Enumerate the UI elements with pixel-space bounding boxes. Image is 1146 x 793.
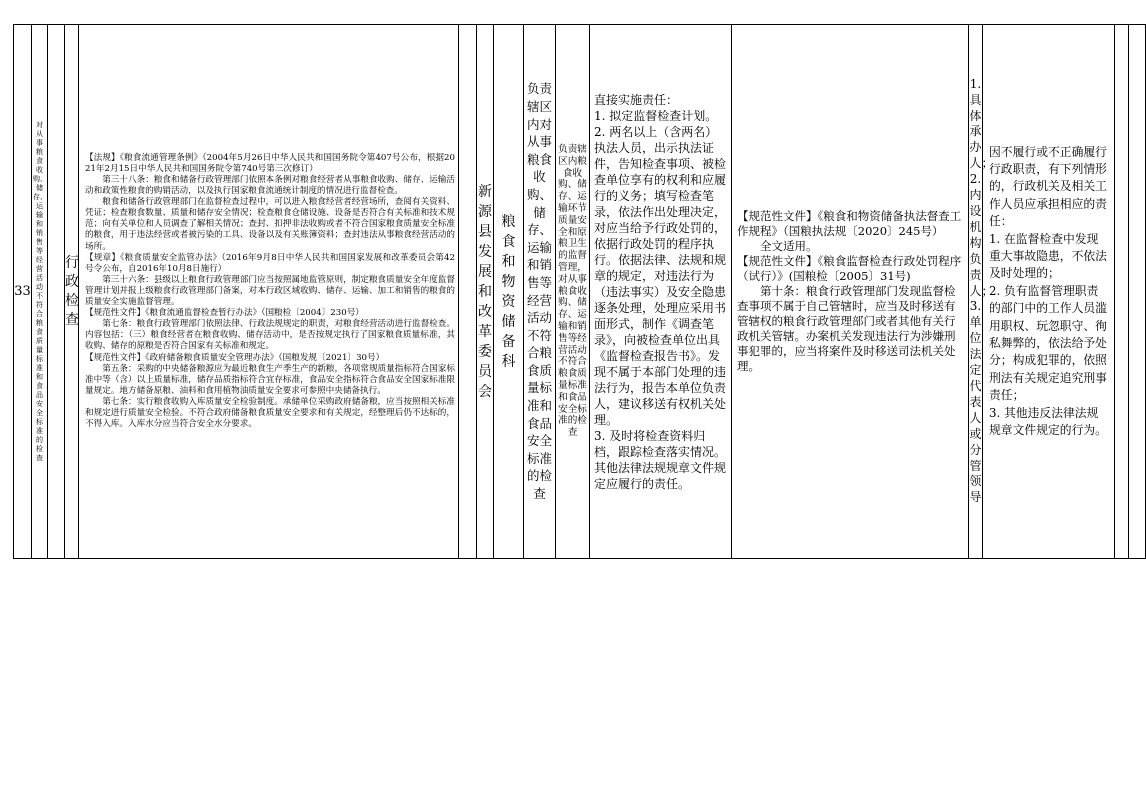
responsibility-cell [590,25,732,559]
inner-content: 负责辖区内对从事粮食收购、储存、运输和销售等经营活动不符合粮食质量标准和食品安全标准的检查 [526,81,552,502]
accountability-item: 因不履行或不正确履行行政职责，有下列情形的，行政机关及相关工作人员应承担相应的责任： [989,144,1107,229]
responsible-office: 粮食和物资储备科 [501,213,516,370]
responsibility-items [590,92,731,492]
accountability-item: 2. 负有监督管理职责的部门中的工作人员滥用职权、玩忽职守、徇私舞弊的，依法给予处分；构成犯罪的，依照刑法有关规定追究刑事责任； [989,283,1107,403]
basis-paragraph: 【规范性文件】《粮食流通监督检查暂行办法》（国粮检〔2004〕230号） [85,308,364,319]
category-cell [65,25,79,559]
row-number-cell [14,25,32,559]
accountability-item: 3. 其他违反法律法规规章文件规定的行为。 [989,405,1107,438]
legal-basis [79,153,458,430]
basis-paragraph: 第三十六条：县级以上粮食行政管理部门应当按照属地监管原则，制定粮食质量安全年度监督管理计划并报上级粮食行政管理部门备案，对本行政区域收购、储存、运输、加工和销售的粮食的质量安全实施监督管理。 [85,274,455,308]
basis-paragraph: 第七条：粮食行政管理部门依照法律、行政法规规定的职责，对粮食经营活动进行监督检查。内容包括：（三）粮食经营者在粮食收购、储存活动中，是否按规定执行了国家粮食质量标准，其收购、储存的原粮是否符合国家有关标准和规定。 [85,319,455,352]
row-number: 33 [14,283,31,299]
accountability-subject-cell [969,25,994,559]
empty-cell [459,25,477,559]
remarks-cell [1115,25,1129,559]
basis-paragraph: 【规范性文件】《政府储备粮食质量安全管理办法》（国粮发规〔2021〕30号） [85,352,385,363]
responsibility-basis-paragraph: 【规范性文件】《粮食监督检查行政处罚程序（试行）》(国粮检〔2005〕31号) [737,254,962,283]
responsibility-item: 1. 拟定监督检查计划。 [594,108,718,123]
accountability-items [983,144,1114,440]
table-row [14,25,1146,559]
basis-paragraph: 【规章】《粮食质量安全监管办法》（2016年9月8日中华人民共和国国家发展和改革委员会第42号令公布，自2016年10月8日施行） [85,252,455,274]
responsibility-basis [732,209,968,374]
basis-paragraph: 【法规】《粮食流通管理条例》（2004年5月26日中华人民共和国国务院令第407号公布，根据2021年2月15日中华人民共和国国务院令第740号第三次修订） [85,152,455,174]
responsibility-item: 2. 两名以上（含两名）执法人员，出示执法证件，告知检查事项、被检查单位享有的权利和应履行的义务；填写检查笔录，依法作出处理决定，对应当给予行政处罚的，依据行政处罚的程序执行。依据法律、法规和规章的规定，对违法行为（违法事实）及安全隐患逐条处理，处理应采用书面形式，制作《调查笔录》，向被检查单位出具《监督检查报告书》。发现不属于本部门处理的违法行为，报告本单位负责人，建议移送有权机关处理。 [594,124,727,427]
empty-cell [48,25,65,559]
empty-cell [1129,25,1146,559]
power-list-table [13,24,1146,559]
inner-content-small-cell [556,25,590,559]
basis-paragraph: 第三十八条：粮食和储备行政管理部门依照本条例对粮食经营者从事粮食收购、储存、运输活动和政策性粮食的购销活动，以及执行国家粮食流通统计制度的情况进行监督检查。 [85,175,455,197]
accountability-subject: 1.具体承办人；2.内设机构负责人；3.单位法定代表人或分管领导 [969,76,994,505]
basis-paragraph: 第五条：采购的中央储备粮源应为最近粮食生产季生产的新粮，各项常规质量指标符合国家标准中等（含）以上质量标准，储存品质指标符合宜存标准，食品安全指标符合食品安全国家标准限量规定。地方储备原粮、油料和食用植物油质量安全要求可参照中央储备执行。 [85,363,455,396]
responsibility-item: 直接实施责任： [594,92,679,107]
responsibility-basis-paragraph: 【规范性文件】《粮食和物资储备执法督查工作规程》（国粮执法规〔2020〕245号） [737,209,962,238]
responsibility-basis-paragraph: 第十条：粮食行政管理部门发现监督检查事项不属于自己管辖时，应当及时移送有管辖权的粮食行政管理部门或者其他有关行政机关管辖。办案机关发现违法行为涉嫌刑事犯罪的，应当将案件及时移送司法机关处理。 [737,284,956,373]
inner-content-detail: 负责辖区内粮食收购、储存、运输环节质量安全和原粮卫生的监督管理，对从事粮食收购、储存、运输和销售等经营活动不符合粮食质量标准和食品安全标准的检查 [558,144,587,439]
item-name-cell [32,25,48,559]
basis-paragraph: 第七条：实行粮食收购入库质量安全检验制度。承储单位采购政府储备粮，应当按照相关标准和规定进行质量安全检验。不符合政府储备粮食质量安全要求和有关规定，经整理后仍不达标的，不得入库。入库水分应当符合安全水分要求。 [85,396,455,430]
implementing-body: 新源县发展和改革委员会 [478,183,492,400]
responsibility-basis-paragraph: 全文适用。 [760,239,818,253]
implementing-body-cell [477,25,494,559]
accountability-item: 1. 在监督检查中发现重大事故隐患，不依法及时处理的； [989,231,1107,281]
power-category: 行政检查 [65,254,79,328]
accountability-cell [983,25,1115,559]
item-name: 对从事粮食收购、储存、运输和销售等经营活动不符合粮食质量标准和食品安全标准的检查 [33,120,47,462]
legal-basis-cell [79,25,459,559]
inner-content-cell [524,25,556,559]
basis-paragraph: 粮食和储备行政管理部门在监督检查过程中，可以进入粮食经营者经营场所，查阅有关资料、凭证；检查粮食数量、质量和储存安全情况；检查粮食仓储设施、设备是否符合有关标准和技术规范；向有关单位和人员调查了解相关情况；查封、扣押非法收购或者不符合国家粮食质量安全标准的粮食，用于违法经营或者被污染的工具、设备以及有关账簿资料；查封违法从事粮食经营活动的场所。 [85,197,455,252]
responsibility-basis-cell [732,25,969,559]
responsibility-item: 3. 及时将检查资料归档，跟踪检查落实情况。其他法律法规规章文件规定应履行的责任。 [594,428,727,491]
responsible-office-cell [494,25,524,559]
